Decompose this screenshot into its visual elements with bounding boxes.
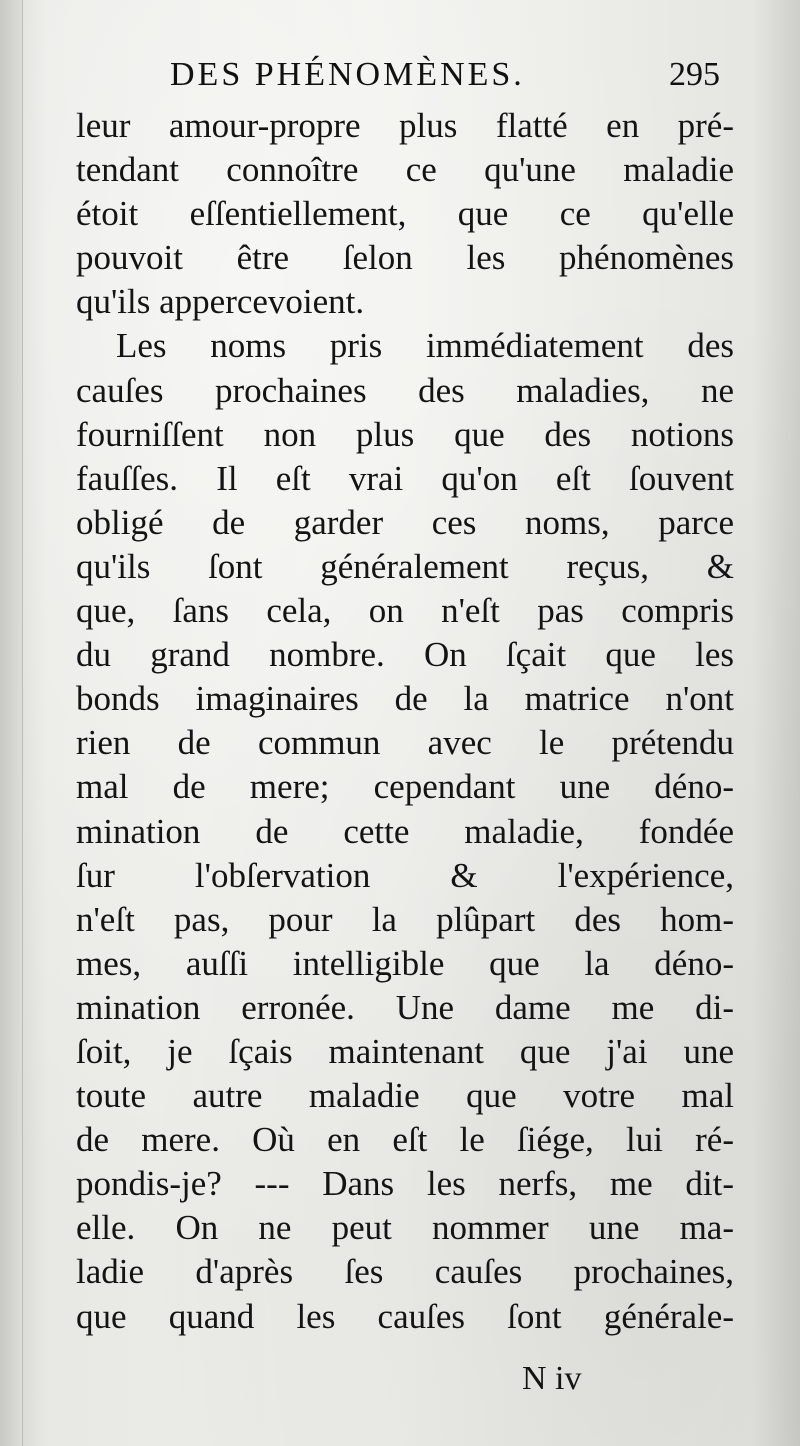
text-line: tendant connoître ce qu'une maladie	[76, 150, 734, 190]
text-line: de mere. Où en eſt le ſiége, lui ré-	[76, 1120, 734, 1160]
text-line: bonds imaginaires de la matrice n'ont	[76, 679, 734, 719]
paragraph-start-line: Les noms pris immédiatement des	[116, 326, 734, 366]
text-line: mal de mere; cependant une déno-	[76, 767, 734, 807]
text-line: que quand les cauſes ſont générale-	[76, 1296, 734, 1336]
text-line: qu'ils appercevoient.	[76, 282, 365, 322]
text-line: ſur l'obſervation & l'expérience,	[76, 855, 734, 895]
text-line: mination de cette maladie, fondée	[76, 811, 734, 851]
text-line: rien de commun avec le prétendu	[76, 723, 734, 763]
text-line: elle. On ne peut nommer une ma-	[76, 1208, 734, 1248]
text-line: pouvoit être ſelon les phénomènes	[76, 238, 734, 278]
text-line: du grand nombre. On ſçait que les	[76, 635, 734, 675]
text-line: étoit eſſentiellement, que ce qu'elle	[76, 194, 734, 234]
text-line: pondis-je? --- Dans les nerfs, me dit-	[76, 1164, 734, 1204]
running-head: DES PHÉNOMÈNES.	[170, 56, 525, 93]
text-line: que, ſans cela, on n'eſt pas compris	[76, 591, 734, 631]
text-line: qu'ils ſont généralement reçus, &	[76, 546, 734, 586]
text-line: cauſes prochaines des maladies, ne	[76, 370, 734, 410]
text-line: ladie d'après ſes cauſes prochaines,	[76, 1252, 734, 1292]
text-line: leur amour-propre plus flatté en pré-	[76, 106, 734, 145]
text-line: n'eſt pas, pour la plûpart des hom-	[76, 899, 734, 939]
text-line: mes, auſſi intelligible que la déno-	[76, 943, 734, 983]
text-line: fauſſes. Il eſt vrai qu'on eſt ſouvent	[76, 458, 734, 498]
page-header	[80, 52, 720, 100]
signature-mark: N iv	[522, 1360, 582, 1397]
text-line: ſoit, je ſçais maintenant que j'ai une	[76, 1031, 734, 1071]
text-line: mination erronée. Une dame me di-	[76, 987, 734, 1027]
text-line: toute autre maladie que votre mal	[76, 1076, 734, 1116]
text-line: fourniſſent non plus que des notions	[76, 414, 734, 454]
page-gutter	[0, 0, 23, 1446]
text-line: obligé de garder ces noms, parce	[76, 502, 734, 542]
body-text	[76, 104, 734, 1339]
page-number: 295	[669, 56, 720, 93]
